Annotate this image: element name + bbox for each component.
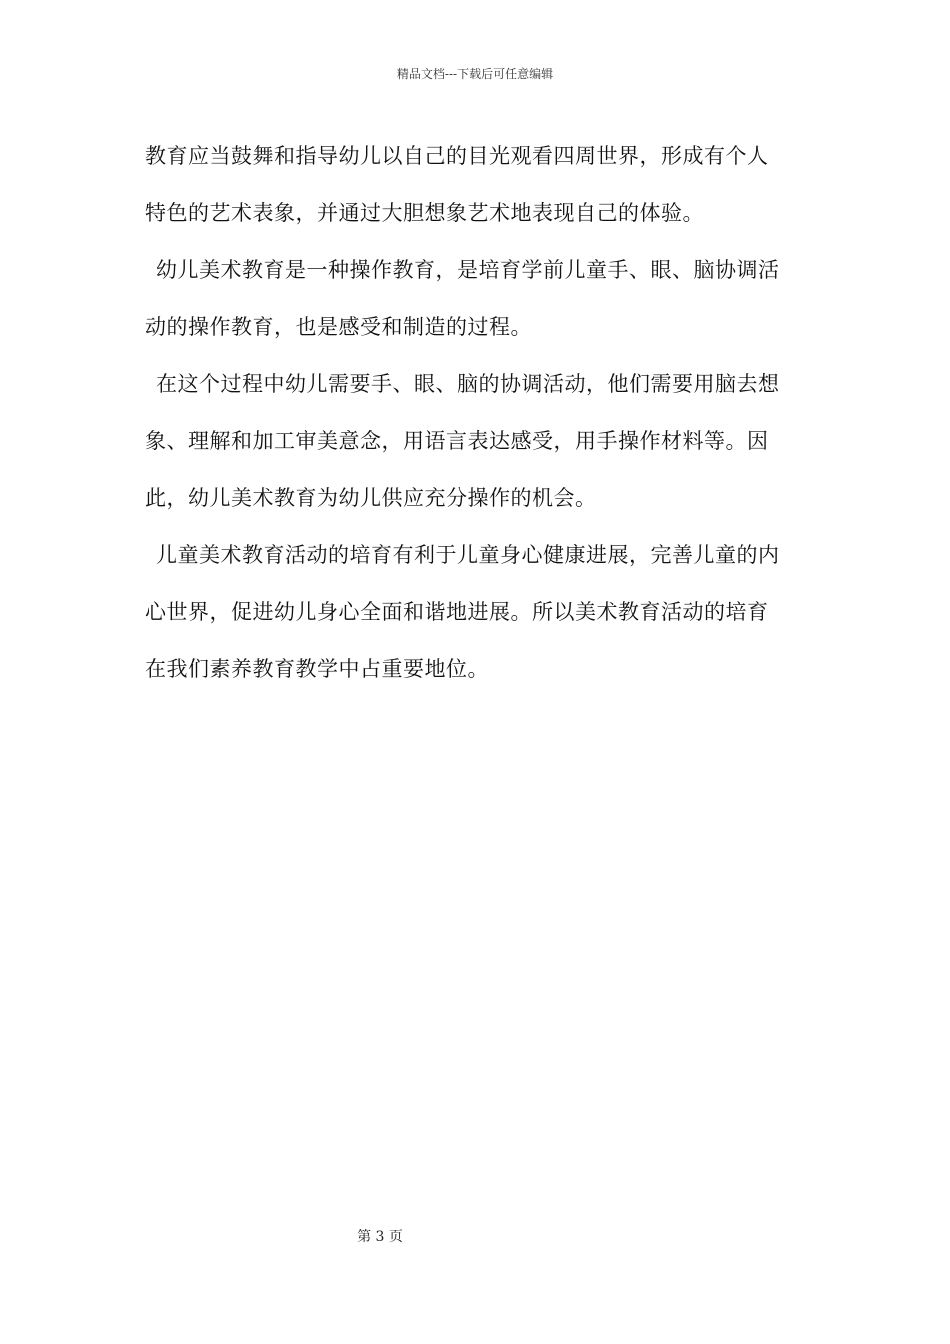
text-line: 在这个过程中幼儿需要手、眼、脑的协调活动，他们需要用脑去想 <box>156 372 780 396</box>
paragraph-4 <box>145 527 807 698</box>
text-line: 教育应当鼓舞和指导幼儿以自己的目光观看四周世界，形成有个人 <box>145 144 769 168</box>
page-number: 第 3 页 <box>357 1229 403 1245</box>
text-line: 特色的艺术表象，并通过大胆想象艺术地表现自己的体验。 <box>145 201 704 225</box>
text-line: 儿童美术教育活动的培育有利于儿童身心健康进展，完善儿童的内 <box>156 543 780 567</box>
text-line: 在我们素养教育教学中占重要地位。 <box>145 657 489 681</box>
paragraph-3 <box>145 356 807 527</box>
document-body <box>145 128 807 698</box>
paragraph-1 <box>145 128 807 242</box>
text-line: 心世界，促进幼儿身心全面和谐地进展。所以美术教育活动的培育 <box>145 600 769 624</box>
text-line: 此，幼儿美术教育为幼儿供应充分操作的机会。 <box>145 486 597 510</box>
text-line: 象、理解和加工审美意念，用语言表达感受，用手操作材料等。因 <box>145 429 769 453</box>
page-header: 精品文档---下载后可任意编辑 <box>396 67 554 81</box>
paragraph-2 <box>145 242 807 356</box>
text-line: 动的操作教育，也是感受和制造的过程。 <box>145 315 532 339</box>
text-line: 幼儿美术教育是一种操作教育，是培育学前儿童手、眼、脑协调活 <box>156 258 780 282</box>
